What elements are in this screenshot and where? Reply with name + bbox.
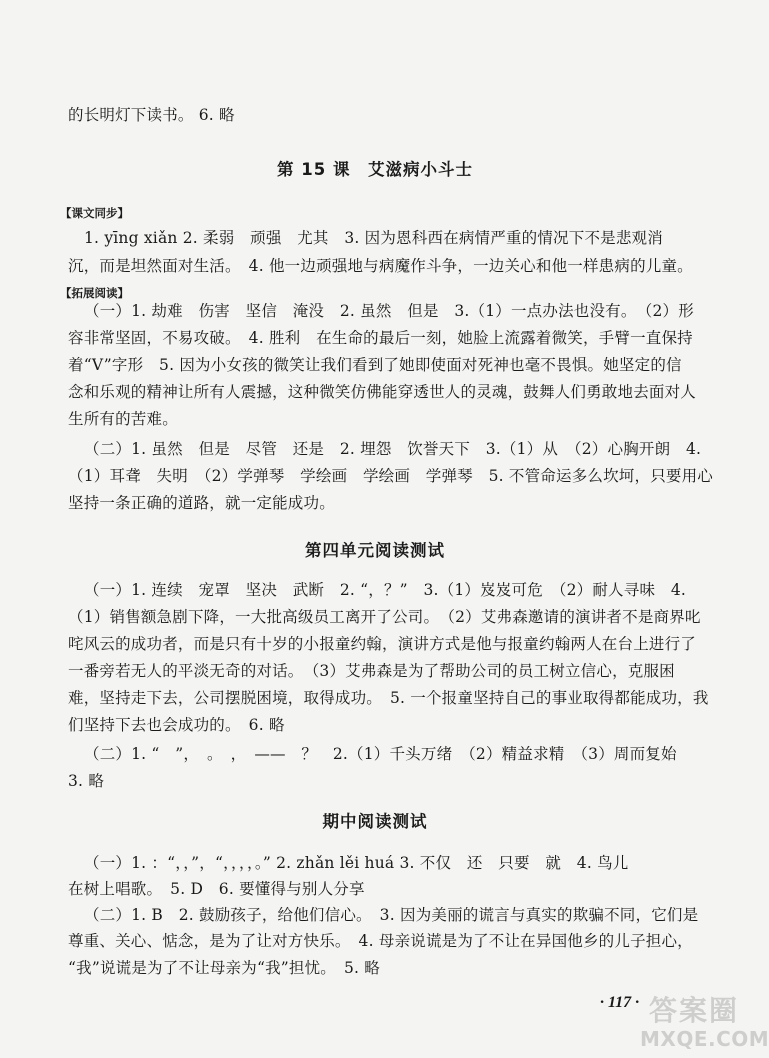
answer-line: （一）1. 劫难 伤害 坚信 淹没 2. 虽然 但是 3.（1）一点办法也没有。 （2）形 (84, 302, 694, 320)
answer-line: 咤风云的成功者，而是只有十岁的小报童约翰，演讲方式是他与报童约翰两人在台上进行了 (68, 635, 697, 653)
midterm-title: 期中阅读测试 (322, 812, 428, 831)
answer-line: 在树上唱歌。 5. D 6. 要懂得与别人分享 (68, 880, 365, 898)
section-tag-sync: 【课文同步】 (60, 206, 129, 220)
answer-line: 沉，而是坦然面对生活。 4. 他一边顽强地与病魔作斗争，一边关心和他一样患病的儿童。 (68, 257, 693, 275)
answer-line: 容非常坚固，不易攻破。 4. 胜利 在生命的最后一刻，她脸上流露着微笑，手臂一直保持 (68, 329, 693, 347)
answer-line: 念和乐观的精神让所有人震撼，这种微笑仿佛能穿透世人的灵魂，鼓舞人们勇敢地去面对人 (68, 383, 697, 401)
answer-line: 一番旁若无人的平淡无奇的对话。 （3）艾弗森是为了帮助公司的员工树立信心，克服困 (68, 662, 675, 680)
answer-line: 们坚持下去也会成功的。 6. 略 (68, 716, 285, 734)
answer-line: 1. yīng xiǎn 2. 柔弱 顽强 尤其 3. 因为恩科西在病情严重的情况下不是悲观消 (84, 229, 663, 247)
answer-line: 生所有的苦难。 (68, 410, 178, 428)
answer-line: “我”说谎是为了不让母亲为“我”担忧。 5. 略 (68, 959, 380, 977)
answer-line: （二）1. 虽然 但是 尽管 还是 2. 埋怨 饮誉天下 3.（1）从 （2）心胸开朗 4. (84, 440, 702, 458)
answer-line: （二）1. “ ”， 。 ， —— ？ 2.（1）千头万绪 （2）精益求精 （3）周而复始 (84, 745, 677, 763)
continued-line: 的长明灯下读书。 6. 略 (68, 106, 235, 124)
watermark-text-bottom: MXQE.COM (640, 1027, 769, 1051)
lesson-15-title: 第 15 课 艾滋病小斗士 (277, 160, 473, 179)
answer-line: 3. 略 (68, 772, 105, 790)
page-number: · 117 · (600, 994, 640, 1011)
answer-line: 难，坚持走下去，公司摆脱困境，取得成功。 5. 一个报童坚持自己的事业取得都能成功，我 (68, 689, 709, 707)
answer-line: （一）1. ：“，，”，“，，，，。” 2. zhǎn lěi huá 3. 不仅 还 只要 就 4. 鸟儿 (84, 854, 629, 872)
answer-line: 着“V”字形 5. 因为小女孩的微笑让我们看到了她即使面对死神也毫不畏惧。她坚定的信 (68, 356, 682, 374)
answer-line: （1）销售额急剧下降，一大批高级员工离开了公司。 （2）艾弗森邀请的演讲者不是商界叱 (68, 608, 701, 626)
watermark-logo (640, 985, 769, 1055)
answer-line: （二）1. B 2. 鼓励孩子，给他们信心。 3. 因为美丽的谎言与真实的欺骗不同，它们是 (84, 906, 699, 924)
section-tag-extended: 【拓展阅读】 (60, 286, 129, 300)
unit-4-title: 第四单元阅读测试 (305, 541, 445, 560)
answer-line: （一）1. 连续 宠罩 坚决 武断 2. “，？” 3.（1）岌岌可危 （2）耐人寻味 4. (84, 581, 687, 599)
answer-line: 坚持一条正确的道路，就一定能成功。 (68, 494, 335, 512)
answer-line: （1）耳聋 失明 （2）学弹琴 学绘画 学绘画 学弹琴 5. 不管命运多么坎坷，只要用心 (68, 467, 713, 485)
answer-line: 尊重、关心、惦念，是为了让对方快乐。 4. 母亲说谎是为了不让在异国他乡的儿子担心， (68, 932, 693, 950)
watermark-text-top: 答案圈 (648, 994, 739, 1027)
